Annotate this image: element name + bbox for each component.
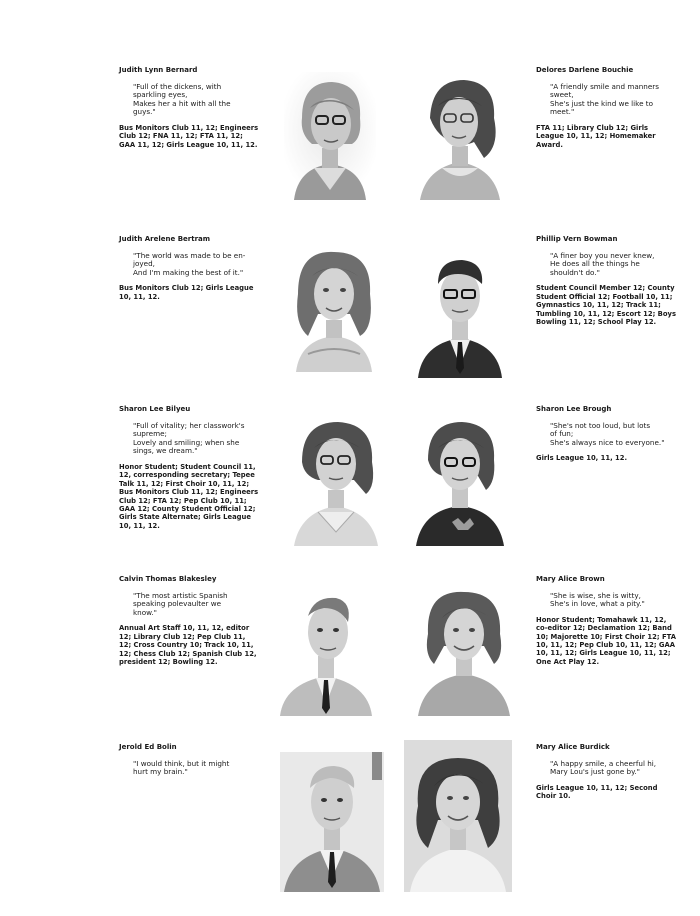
student-activities: Girls League 10, 11, 12; Second Choir 10.: [536, 783, 658, 801]
quote-line: "A finer boy you never knew,: [550, 250, 655, 260]
student-entry: [119, 66, 259, 149]
student-name: Judith Lynn Bernard: [119, 66, 198, 74]
quote-line: She's just the kind we like to: [550, 98, 653, 108]
student-photo: [284, 72, 376, 200]
student-activities: Honor Student; Student Council 11, 12, corresponding secretary; Tepee Talk 11, 12; First Choir 10, 11, 12; Bus Monitors Club 11, 12; Engineers Club 12; FTA 12; Pep Club 10, 11; GAA 12; County Student Official 12; Girls State Alternate; Girls League 10, 11, 12.: [119, 462, 259, 530]
student-name: Jerold Ed Bolin: [119, 743, 177, 751]
quote-line: joyed,: [133, 259, 155, 269]
student-activities: Honor Student; Tomahawk 11, 12, co-editor 12; Declamation 12; Band 10; Majorette 10; First Choir 12; FTA 10, 11, 12; Pep Club 10, 11, 12; GAA 10, 11, 12; Girls League 10, 11, 12; One Act Play 12.: [536, 615, 676, 666]
student-quote: [536, 422, 676, 448]
portrait-girl: [416, 584, 512, 716]
student-quote: [536, 252, 676, 278]
student-activities: FTA 11; Library Club 12; Girls League 10, 11, 12; Homemaker Award.: [536, 123, 656, 149]
student-quote: [536, 83, 676, 117]
quote-line: "Full of the dickens, with: [133, 81, 222, 91]
student-name: Phillip Vern Bowman: [536, 235, 618, 243]
student-photo: [278, 588, 374, 716]
student-entry: [536, 66, 676, 149]
quote-line: She's in love, what a pity.": [550, 599, 645, 609]
student-photo: [404, 740, 512, 892]
student-name: Delores Darlene Bouchie: [536, 66, 634, 74]
student-quote: [119, 252, 259, 278]
student-entry: [536, 743, 676, 801]
quote-line: of fun;: [550, 429, 574, 439]
quote-line: Lovely and smiling; when she: [133, 437, 240, 447]
portrait-girl-glasses: [412, 414, 508, 546]
quote-line: She's always nice to everyone.": [550, 437, 665, 447]
student-name: Mary Alice Burdick: [536, 743, 610, 751]
quote-line: meet.": [550, 107, 575, 117]
student-quote: [536, 760, 676, 777]
quote-line: Makes her a hit with all the: [133, 98, 231, 108]
student-photo: [288, 244, 380, 372]
student-name: Sharon Lee Bilyeu: [119, 405, 191, 413]
student-photo: [414, 72, 506, 200]
quote-line: sweet,: [550, 90, 574, 100]
quote-line: "The most artistic Spanish: [133, 590, 228, 600]
quote-line: know.": [133, 607, 157, 617]
quote-line: "Full of vitality; her classwork's: [133, 420, 245, 430]
quote-line: "A friendly smile and manners: [550, 81, 659, 91]
portrait-girl: [288, 244, 380, 372]
quote-line: supreme;: [133, 429, 167, 439]
portrait-boy: [278, 588, 374, 716]
student-name: Judith Arelene Bertram: [119, 235, 211, 243]
quote-line: "She's not too loud, but lots: [550, 420, 651, 430]
quote-line: He does all the things he: [550, 259, 640, 269]
student-name: Mary Alice Brown: [536, 575, 605, 583]
student-quote: [119, 760, 259, 777]
student-entry: [119, 575, 259, 666]
student-entry: [536, 235, 676, 326]
portrait-girl-glasses: [414, 72, 506, 200]
student-entry: [536, 575, 676, 666]
student-activities: Student Council Member 12; County Student Official 12; Football 10, 11; Gymnastics 10, 11, 12; Track 11; Tumbling 10, 11, 12; Escort 12; Boys Bowling 11, 12; School Play 12.: [536, 284, 676, 326]
quote-line: Mary Lou's just gone by.": [550, 767, 640, 777]
quote-line: hurt my brain.": [133, 767, 188, 777]
student-entry: [536, 405, 676, 463]
quote-line: shouldn't do.": [550, 267, 600, 277]
quote-line: sparkling eyes,: [133, 90, 188, 100]
portrait-girl: [404, 740, 512, 892]
portrait-girl-glasses: [288, 414, 384, 546]
student-photo: [288, 414, 384, 546]
student-quote: [119, 422, 259, 456]
student-quote: [119, 592, 259, 618]
quote-line: And I'm making the best of it.": [133, 267, 244, 277]
portrait-boy-glasses: [414, 250, 506, 378]
quote-line: sings, we dream.": [133, 446, 198, 456]
student-quote: [119, 83, 259, 117]
portrait-boy: [280, 752, 384, 892]
student-activities: Annual Art Staff 10, 11, 12, editor 12; Library Club 12; Pep Club 11, 12; Cross Country 10; Track 10, 11, 12; Chess Club 12; Spanish Club 12, president 12; Bowling 12.: [119, 624, 257, 666]
student-entry: [119, 405, 259, 530]
student-activities: Girls League 10, 11, 12.: [536, 454, 628, 463]
student-quote: [536, 592, 676, 609]
student-activities: Bus Monitors Club 12; Girls League 10, 11, 12.: [119, 284, 254, 301]
quote-line: "She is wise, she is witty,: [550, 590, 641, 600]
quote-line: "The world was made to be en-: [133, 250, 246, 260]
student-photo: [412, 414, 508, 546]
quote-line: speaking polevaulter we: [133, 599, 222, 609]
student-name: Sharon Lee Brough: [536, 405, 612, 413]
student-photo: [280, 752, 384, 892]
quote-line: "I would think, but it might: [133, 758, 230, 768]
student-entry: [119, 743, 259, 784]
student-photo: [416, 584, 512, 716]
student-photo: [414, 250, 506, 378]
quote-line: "A happy smile, a cheerful hi,: [550, 758, 657, 768]
student-name: Calvin Thomas Blakesley: [119, 575, 217, 583]
quote-line: guys.": [133, 107, 156, 117]
student-entry: [119, 235, 259, 301]
portrait-girl-glasses: [284, 72, 376, 200]
student-activities: Bus Monitors Club 11, 12; Engineers Club 12; FNA 11, 12; FTA 11, 12; GAA 11, 12; Girls League 10, 11, 12.: [119, 123, 259, 149]
